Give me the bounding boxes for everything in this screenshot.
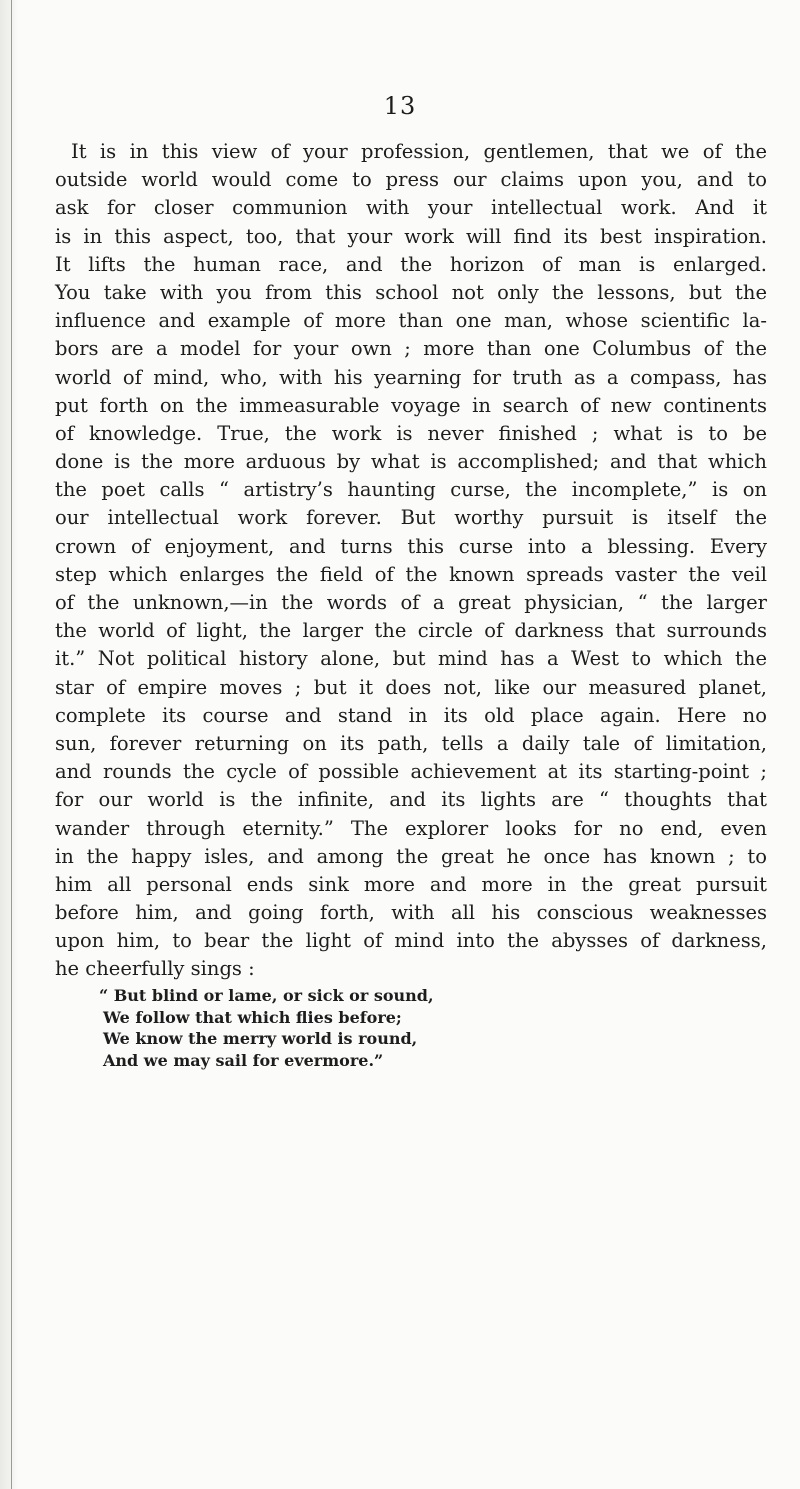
text-line: upon him, to bear the light of mind into the abysses of darkness, <box>55 929 767 953</box>
text-line: step which enlarges the field of the known spreads vaster the veil <box>55 562 767 586</box>
verse-line: And we may sail for evermore.” <box>103 1050 384 1070</box>
text-line: before him, and going forth, with all his conscious weaknesses <box>55 901 767 925</box>
text-line: wander through eternity.” The explorer looks for no end, even <box>55 816 767 840</box>
text-line: he cheerfully sings : <box>55 957 255 981</box>
binding-edge-line <box>11 0 12 1489</box>
text-line: it.” Not political history alone, but mind has a West to which the <box>55 647 767 671</box>
text-line: the poet calls “ artistry’s haunting curse, the incomplete,” is on <box>55 478 767 502</box>
text-line: sun, forever returning on its path, tells a daily tale of limitation, <box>55 731 767 755</box>
text-line: You take with you from this school not only the lessons, but the <box>55 280 767 304</box>
page-gutter-shadow <box>0 0 18 1489</box>
text-line: our intellectual work forever. But worthy pursuit is itself the <box>55 506 767 530</box>
text-line: is in this aspect, too, that your work will find its best inspiration. <box>55 224 767 248</box>
text-line: and rounds the cycle of possible achievement at its starting-point ; <box>55 760 767 784</box>
verse-line: “ But blind or lame, or sick or sound, <box>99 986 434 1005</box>
text-line: It is in this view of your profession, gentlemen, that we of the <box>71 140 767 163</box>
text-line: the world of light, the larger the circle of darkness that surrounds <box>55 619 767 643</box>
text-line: world of mind, who, with his yearning for truth as a compass, has <box>55 365 767 389</box>
page-number: 13 <box>383 92 417 120</box>
text-line: outside world would come to press our claims upon you, and to <box>55 168 767 192</box>
text-line: done is the more arduous by what is accomplished; and that which <box>55 450 767 474</box>
verse-quotation <box>99 985 563 1071</box>
body-text <box>55 138 767 984</box>
text-line: star of empire moves ; but it does not, like our measured planet, <box>55 675 767 699</box>
text-line: influence and example of more than one man, whose scientific la- <box>55 309 767 333</box>
verse-line: We know the merry world is round, <box>103 1029 418 1048</box>
text-line: of the unknown,—in the words of a great physician, “ the larger <box>55 591 767 614</box>
verse-line: We follow that which flies before; <box>103 1007 402 1027</box>
text-line: It lifts the human race, and the horizon of man is enlarged. <box>55 252 767 276</box>
text-line: him all personal ends sink more and more in the great pursuit <box>55 872 767 896</box>
text-line: put forth on the immeasurable voyage in search of new continents <box>55 393 767 417</box>
text-line: in the happy isles, and among the great he once has known ; to <box>55 844 767 868</box>
text-line: for our world is the infinite, and its lights are “ thoughts that <box>55 788 767 812</box>
text-line: crown of enjoyment, and turns this curse into a blessing. Every <box>55 534 767 558</box>
text-line: complete its course and stand in its old place again. Here no <box>55 703 767 727</box>
text-line: ask for closer communion with your intellectual work. And it <box>55 196 767 220</box>
text-line: bors are a model for your own ; more than one Columbus of the <box>55 337 767 361</box>
text-line: of knowledge. True, the work is never finished ; what is to be <box>55 421 767 445</box>
